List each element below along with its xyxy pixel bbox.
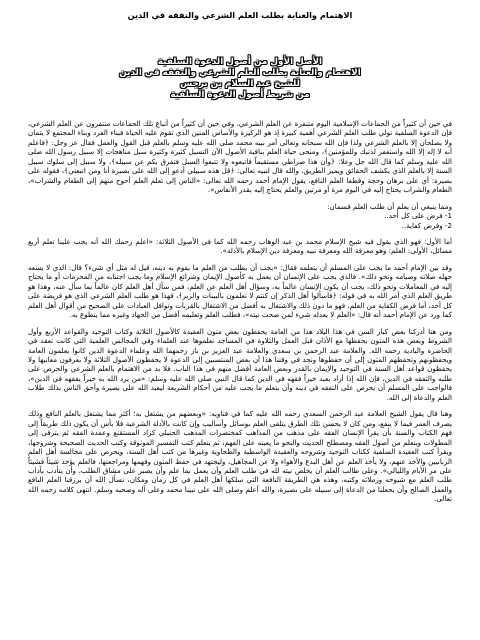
heading-line-author: للشيخ عبد السلام بن برجس <box>180 79 300 89</box>
paragraph-elders: ومن هنا أدركنا بعض كبار السن في هذا البلاد هذا من العامة يحفظون بعض متون العقيدة كالأصول الثلاثة وكتاب التوحيد والقواعد الأربع وأول الشروط وبعض هذه المتون يحفظها مع الأذان قبل العمل والتلاوة في المساجد تعلموها عند العلماء وفي المجالس العلمية التي كانت تعقد في الحاضرة والبادية رحمه الله. والعلامة عبد الرحمن بن سعدي والعلامة عبد العزيز بن باز رحمهما الله وعلماء الدعوة الذين كانوا يعلمون العامة ويحفظونهم وتحفظهم المتون إلى أن حفظوها ونجد في وقتنا هذا أن بعض المنتسبين إلى الدعوة لا يحفظون الأصول الثلاثة ولا يعرفون معانيها ولا يحفظون قواعد أهل السنة في التوحيد والإيمان بالقدر وبعض العامة أفضل منهم في هذا الباب. فلا بد من الاهتمام بالعلم الشرعي والحرص على طلبه والتفقه في الدين، فإن الله إذا أراد بعبد خيراً فقهه في الدين كما قال النبي صلى الله عليه وسلم: «من يرد الله به خيراً يفقهه في الدين»، فالواجب على المسلم أن يحرص على التفقه في دينه وأن يتعلم ما يجب عليه من أحكام الشريعة ليعبد الله على بصيرة وأحق الناس بذلك طلاب العلم والدعاة إلى الله. <box>28 326 452 402</box>
list-item-individual: 1- فرض على كل أحد.. <box>384 211 452 221</box>
paragraph-saadi: وهنا قال يقول الشيخ العلامة عبد الرحمن السعدي رحمه الله عليه كما في فتاويه: «وبعضهم من يشتغل به؛ أكثر مما يشتغل بالعلم النافع وذلك يصرف العمر فيما لا ينفع، ومن كان لا يحسن تلك الطرق يتلقى العلم بوسائل وأساليب وإن كانت بالأدلة الشرعية فلا بأس أن يكون ذلك طريقاً إلى فهم الكتاب والسنة بأن يقرأ الإنسان الفقه على مذهب من المذاهب كمختصرات المذهب الحنبلي كزاد المستقنع وعمدة الفقه ثم يترقى إلى المطولات ويتعلم من أصول الفقه ومصطلح الحديث والنحو ما يعينه على الفهم، ثم يتعلم كتب التفسير الموثوقة وكتب الحديث الصحيحة وشروحها، ويقرأ كتب العقيدة السلفية ككتاب التوحيد وشروحه والعقيدة الواسطية والطحاوية وغيرها من كتب أهل السنة، ويحرص على مجالسة أهل العلم الربانيين والأخذ عنهم، ولا يأخذ العلم عن أهل البدع والأهواء ولا عن المجاهيل، وليجتهد في حفظ المتون وفهمها ومراجعتها، فالعلم يؤخذ شيئاً فشيئاً على مر الأيام والليالي». وعلى طالب العلم أن يخلص نيته لله في طلب العلم وأن يعمل بما علم وأن يصبر على مشاق الطلب، وأن يتأدب بآداب طلب العلم مع شيوخه وزملائه وكتبه، وهذه هي الطريقة النافعة التي سلكها أهل العلم في كل زمان ومكان، نسأل الله أن يرزقنا العلم النافع والعمل الصالح وأن يجعلنا من الدعاة إلى سبيله على بصيرة، والله أعلم وصلى الله على نبينا محمد وعلى آله وصحبه وسلم. انتهى كلامه رحمه الله تعالى. <box>28 409 452 504</box>
heading-line-source: من شريط أصول الدعوة السلفية <box>170 90 310 100</box>
paragraph-first-type: أما الأول: فهو الذي يقول فيه شيخ الإسلام محمد بن عبد الوهاب رحمه الله كما في الأصول الثلاثة: «اعلم رحمك الله أنه يجب علينا تعلم أربع مسائل، الأولى: العلم: وهو معرفة الله ومعرفة نبيه ومعرفة دين الإسلام بالأدلة». <box>28 236 452 256</box>
document-page <box>28 0 452 640</box>
list-item-collective: 2- وفرض كفاية.. <box>401 220 452 230</box>
heading-line-1: الأصل الأول من أصول الدعوة السلفية <box>157 57 323 67</box>
heading-block <box>28 57 452 101</box>
knowledge-types-list <box>28 211 452 230</box>
heading-line-2: الاهتمام والعناية بطلب العلم الشرعي والتفقه في الدين <box>119 68 361 78</box>
paragraph-imam-ahmad: وقد بين الإمام أحمد ما يجب على المسلم أن يتعلمه فقال: «يجب أن يطلب من العلم ما يقوم به دينه، قيل له مثل أي شيء؟ قال: الذي لا يسعه جهله صلاته وصيامه ونحو ذلك». فالذي يجب على الإنسان أن يعمل به كأصول الإيمان وشرائع الإسلام وما يجب اجتنابه من المحرمات أو ما يحتاج إليه في المعاملات ونحو ذلك، يجب أن يكون الإنسان عالماً به، وسؤال أهل العلم عن العلم، فمن سأل أهل العلم كان عالماً بما سأل عنه، وهذا هو طريق العلم الذي أمر الله به في قوله: ﴿فاسألوا أهل الذكر إن كنتم لا تعلمون بالبينات والزبر﴾، فهذا هو طلب العلم الشرعي الذي هو فريضة على كل أحد، أما فرض الكفاية من العلم، فهو ما دون ذلك والاشتغال به أفضل من الاشتغال بالقربات ونوافل العبادات على الصحيح من أقوال أهل العلم كما ورد عن الإمام أحمد أنه قال: «العلم لا يعدله شيء لمن صحت نيته»، فطلب العلم وتعليمه أفضل من الجهاد وغيره مما يتطوع به. <box>28 262 452 320</box>
paragraph-intro: في حين أن كثيراً من الجماعات الإسلامية اليوم متنفرة عن العلم الشرعي، وفي حين أن كثيراً من أتباع تلك الجماعات متنفرون عن العلم الشرعي، فإن الدعوة السلفية تولي طلب العلم الشرعي أهمية كبيرة إذ هو الركيزة والأساس المتين الذي تقوم عليه الحياة فبناء الفرد وبناء المجتمع لا يتمان ولا يصلحان إلا بالعلم الشرعي ولذا فإن الله سبحانه وتعالى أمر نبيه محمد صلى الله عليه وسلم بالعلم قبل القول والعمل فقال عز وجل: ﴿فاعلم أنه لا إله إلا الله واستغفر لذنبك وللمؤمنين﴾، ومنحى حياة العلم بنافية الأصول الآن التسيل كثيرة وكثيرة سبل مناهجات إلا سبيل رسول الله صلى الله عليه وسلم كما قال الله جل وعلا: ﴿وأن هذا صراطي مستقيماً فاتبعوه ولا تتبعوا السبل فتفرق بكم عن سبيله﴾، ولا سبيل إلى سلوك سبيل السنة إلا بالعلم الذي يكشف الحقائق ويميز الطريق، والله قال لنبيه تعالى: ﴿قل هذه سبيلي أدعو إلى الله على بصيرة أنا ومن اتبعني﴾، فقوله على بصيرة: أي على برهان وحجة وقطعا العلم النافع، يقول الإمام أحمد رحمه الله تعالى: «الناس إلى تعلم العلم أحوج منهم إلى الطعام والشراب»، الطعام والشراب يحتاج إليه في اليوم مرة أو مرتين والعلم يحتاج إليه بقدر الأنفاس». <box>28 119 452 195</box>
body-text <box>28 119 452 511</box>
paragraph-knowledge-types: ومما ينبغي أن يعلم أن طلب العلم قسمان: <box>327 201 452 211</box>
top-title: الاهتمام والعناية بطلب العلم الشرعي والتفقه في الدين <box>127 10 353 20</box>
